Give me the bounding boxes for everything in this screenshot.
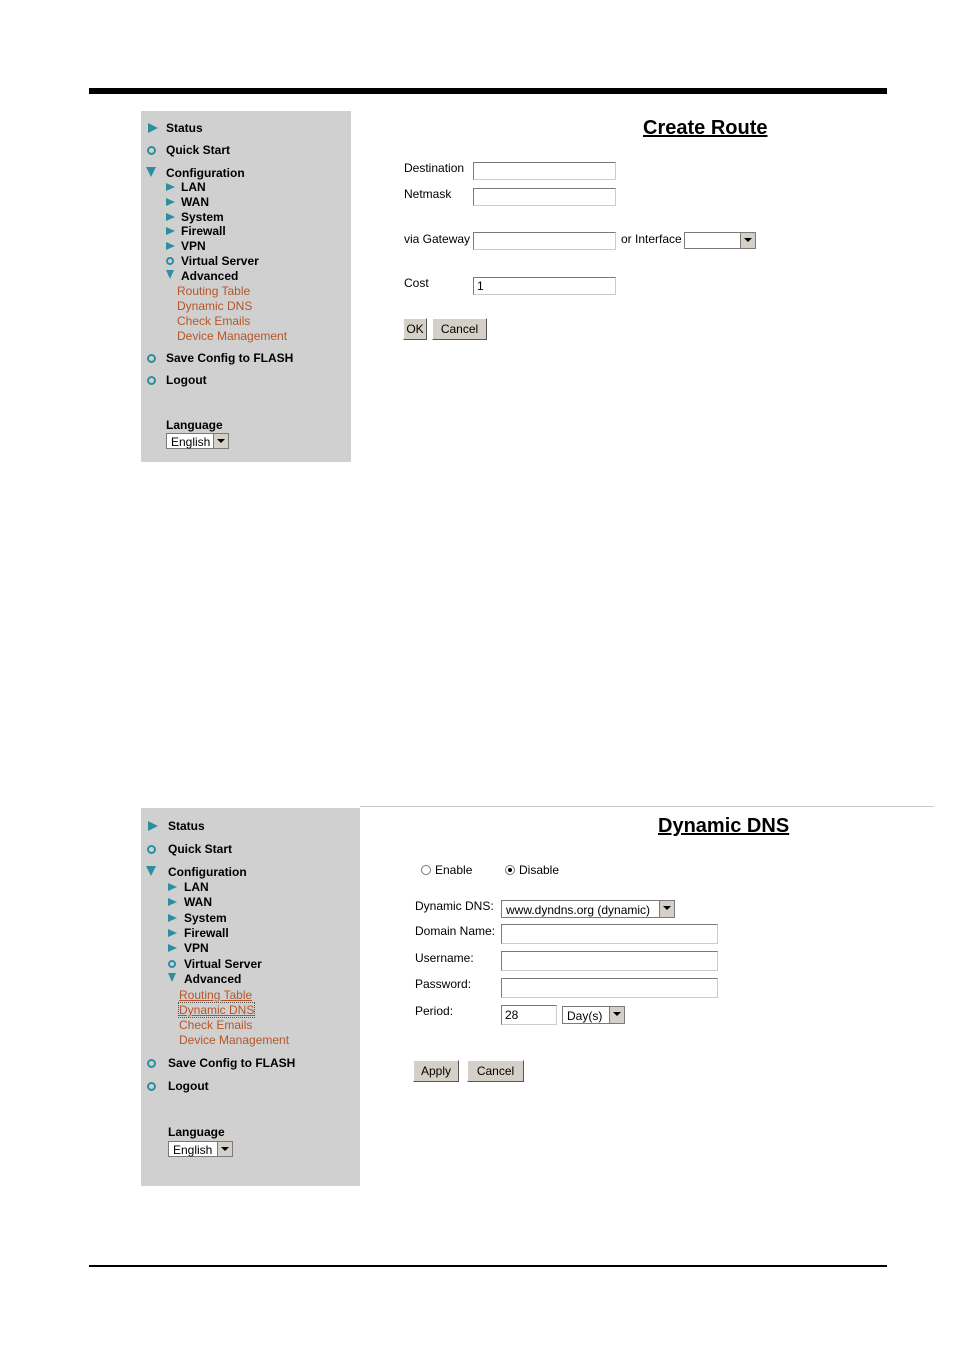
sidebar-link-routing-table[interactable]: Routing Table [179,988,253,1002]
disable-radio[interactable] [505,865,515,875]
apply-button[interactable]: Apply [413,1060,459,1082]
sidebar-nav [141,111,351,462]
sidebar-item-save-config[interactable]: Save Config to FLASH [166,351,294,365]
triangle-right-icon [168,898,177,906]
header-rule [89,88,887,91]
period-label: Period: [415,1004,454,1018]
triangle-down-icon [168,973,176,982]
password-label: Password: [415,977,472,991]
triangle-right-icon [168,944,177,952]
sidebar-item-status[interactable]: Status [166,121,203,135]
triangle-right-icon [166,183,175,191]
language-label: Language [166,418,223,432]
circle-icon [147,845,156,854]
triangle-right-icon [168,914,177,922]
sidebar-item-advanced[interactable]: Advanced [184,972,242,986]
chevron-down-icon [217,1142,232,1156]
triangle-down-icon [166,270,174,279]
frame-divider [360,806,934,807]
triangle-right-icon [166,198,175,206]
gateway-label: via Gateway [404,232,471,246]
sidebar-link-routing-table[interactable]: Routing Table [177,284,251,298]
language-select[interactable] [166,433,229,449]
circle-icon [166,257,174,265]
sidebar-item-system[interactable]: System [184,911,227,925]
triangle-right-icon [166,227,175,235]
language-select-value: English [171,435,211,449]
cancel-button[interactable]: Cancel [467,1060,524,1082]
language-select[interactable] [168,1141,233,1157]
cost-field[interactable] [473,277,616,295]
sidebar-item-logout[interactable]: Logout [168,1079,209,1093]
circle-icon [147,1082,156,1091]
circle-icon [147,146,156,155]
sidebar-link-check-emails[interactable]: Check Emails [177,314,251,328]
triangle-right-icon [148,821,158,831]
sidebar-item-quick-start[interactable]: Quick Start [168,842,233,856]
destination-label: Destination [404,161,465,175]
domain-name-label: Domain Name: [415,924,496,938]
cost-label: Cost [404,276,429,290]
triangle-right-icon [166,242,175,250]
sidebar-link-check-emails[interactable]: Check Emails [179,1018,253,1032]
sidebar-nav [141,808,360,1186]
netmask-field[interactable] [473,188,616,206]
ddns-provider-select[interactable] [501,900,675,918]
sidebar-item-vpn[interactable]: VPN [184,941,209,955]
sidebar-item-quick-start[interactable]: Quick Start [166,143,231,157]
interface-select[interactable] [684,232,756,249]
triangle-right-icon [166,213,175,221]
sidebar-item-wan[interactable]: WAN [181,195,209,209]
sidebar-item-firewall[interactable]: Firewall [184,926,229,940]
password-field[interactable] [501,978,718,998]
sidebar-link-device-management[interactable]: Device Management [179,1033,290,1047]
destination-field[interactable] [473,162,616,180]
ok-button[interactable]: OK [403,318,427,340]
period-unit-select[interactable] [562,1006,625,1024]
sidebar-item-virtual-server[interactable]: Virtual Server [184,957,262,971]
sidebar-item-wan[interactable]: WAN [184,895,212,909]
triangle-down-icon [146,167,156,177]
sidebar-item-save-config[interactable]: Save Config to FLASH [168,1056,296,1070]
sidebar-item-lan[interactable]: LAN [181,180,206,194]
chevron-down-icon [659,901,674,917]
cancel-button[interactable]: Cancel [432,318,487,340]
sidebar-item-advanced[interactable]: Advanced [181,269,239,283]
chevron-down-icon [740,233,755,248]
disable-label: Disable [519,863,560,877]
sidebar-item-configuration[interactable]: Configuration [168,865,247,879]
sidebar-item-status[interactable]: Status [168,819,205,833]
page-title: Create Route [643,117,768,139]
ddns-label: Dynamic DNS: [415,899,494,913]
sidebar-item-vpn[interactable]: VPN [181,239,206,253]
triangle-right-icon [168,883,177,891]
username-label: Username: [415,951,474,965]
domain-name-field[interactable] [501,924,718,944]
sidebar-item-logout[interactable]: Logout [166,373,207,387]
circle-icon [147,1059,156,1068]
period-unit-value: Day(s) [567,1009,603,1023]
sidebar-link-dynamic-dns[interactable]: Dynamic DNS [179,1003,255,1017]
circle-icon [168,960,176,968]
sidebar-item-configuration[interactable]: Configuration [166,166,245,180]
username-field[interactable] [501,951,718,971]
circle-icon [147,376,156,385]
footer-rule [89,1265,887,1267]
triangle-right-icon [148,123,158,133]
sidebar-item-lan[interactable]: LAN [184,880,209,894]
sidebar-item-system[interactable]: System [181,210,224,224]
sidebar-link-dynamic-dns[interactable]: Dynamic DNS [177,299,253,313]
chevron-down-icon [213,434,228,448]
enable-label: Enable [435,863,473,877]
period-field[interactable] [501,1005,557,1025]
circle-icon [147,354,156,363]
interface-label: or Interface [621,232,682,246]
language-select-value: English [173,1143,213,1157]
triangle-down-icon [146,866,156,876]
ddns-provider-value: www.dyndns.org (dynamic) [506,903,651,917]
netmask-label: Netmask [404,187,452,201]
enable-radio[interactable] [421,865,431,875]
gateway-field[interactable] [473,232,616,250]
language-label: Language [168,1125,225,1139]
sidebar-item-firewall[interactable]: Firewall [181,224,226,238]
triangle-right-icon [168,929,177,937]
sidebar-item-virtual-server[interactable]: Virtual Server [181,254,259,268]
chevron-down-icon [609,1007,624,1023]
sidebar-link-device-management[interactable]: Device Management [177,329,288,343]
page-title: Dynamic DNS [658,815,790,837]
